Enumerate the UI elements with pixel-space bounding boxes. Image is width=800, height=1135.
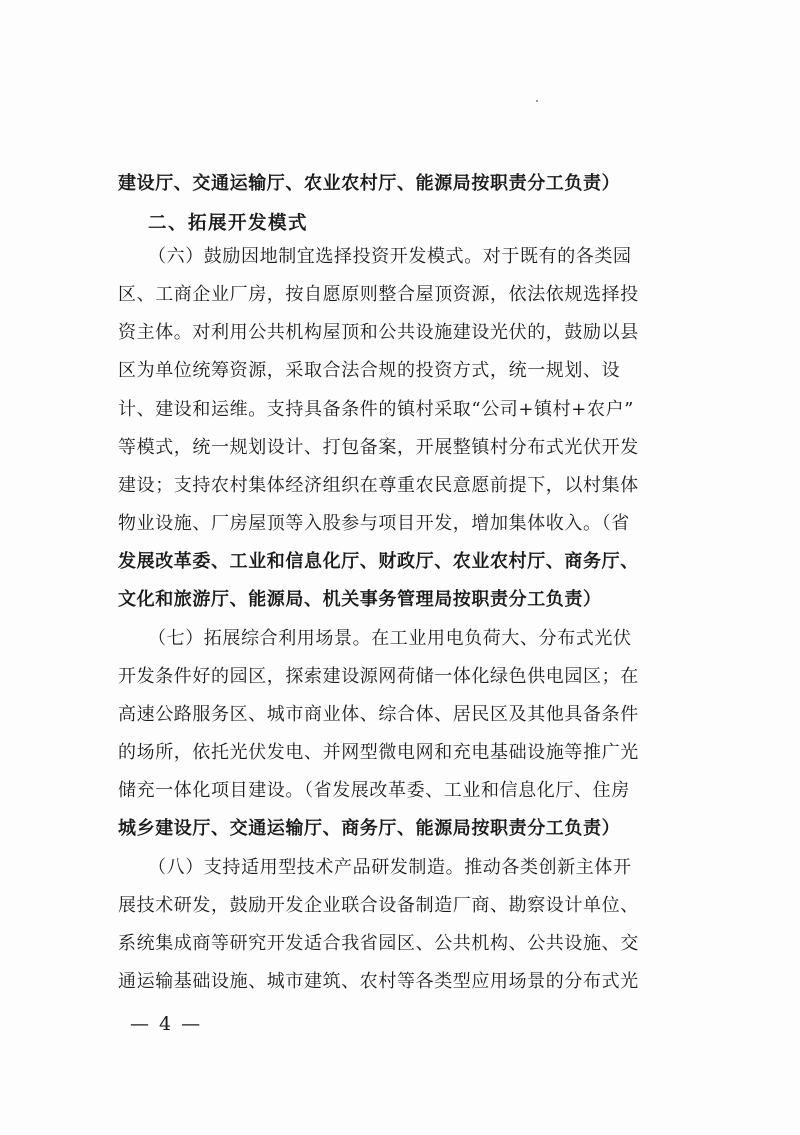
text-line-20: 展技术研发，鼓励开发企业联合设备制造厂商、勘察设计单位、 bbox=[118, 895, 639, 916]
text-line-15: 高速公路服务区、城市商业体、综合体、居民区及其他具备条件 bbox=[118, 704, 639, 725]
text-line-4: 区、工商企业厂房，按自愿原则整合屋顶资源，依法依规选择投 bbox=[118, 284, 639, 305]
text-line-9: 建设；支持农村集体经济组织在尊重农民意愿前提下，以村集体 bbox=[118, 475, 639, 496]
text-line-3: （六）鼓励因地制宜选择投资开发模式。对于既有的各类园 bbox=[148, 246, 632, 267]
text-line-18: 城乡建设厅、交通运输厅、商务厅、能源局按职责分工负责） bbox=[118, 818, 621, 839]
text-line-16: 的场所，依托光伏发电、并网型微电网和充电基础设施等推广光 bbox=[118, 742, 639, 763]
text-line-7: 计、建设和运维。支持具备条件的镇村采取“公司+镇村+农户” bbox=[118, 399, 634, 420]
text-line-5: 资主体。对利用公共机构屋顶和公共设施建设光伏的，鼓励以县 bbox=[118, 322, 639, 343]
text-line-10: 物业设施、厂房屋顶等入股参与项目开发，增加集体收入。（省 bbox=[118, 513, 630, 534]
text-line-8: 等模式，统一规划设计、打包备案，开展整镇村分布式光伏开发 bbox=[118, 437, 639, 458]
text-line-12: 文化和旅游厅、能源局、机关事务管理局按职责分工负责） bbox=[118, 589, 602, 610]
scan-speck bbox=[536, 100, 538, 102]
text-line-19: （八）支持适用型技术产品研发制造。推动各类创新主体开 bbox=[148, 857, 632, 878]
text-line-17: 储充一体化项目建设。（省发展改革委、工业和信息化厅、住房 bbox=[118, 780, 630, 801]
section-heading: 二、拓展开发模式 bbox=[148, 213, 309, 234]
page-number: — 4 — bbox=[130, 1013, 203, 1035]
text-line-21: 系统集成商等研究开发适合我省园区、公共机构、公共设施、交 bbox=[118, 933, 639, 954]
text-line-6: 区为单位统筹资源，采取合法合规的投资方式，统一规划、设 bbox=[118, 360, 621, 381]
text-line-1: 建设厅、交通运输厅、农业农村厅、能源局按职责分工负责） bbox=[118, 173, 621, 194]
text-line-11: 发展改革委、工业和信息化厅、财政厅、农业农村厅、商务厅、 bbox=[118, 551, 639, 572]
text-line-14: 开发条件好的园区，探索建设源网荷储一体化绿色供电园区；在 bbox=[118, 666, 639, 687]
text-line-13: （七）拓展综合利用场景。在工业用电负荷大、分布式光伏 bbox=[148, 628, 632, 649]
text-line-22: 通运输基础设施、城市建筑、农村等各类型应用场景的分布式光 bbox=[118, 971, 639, 992]
